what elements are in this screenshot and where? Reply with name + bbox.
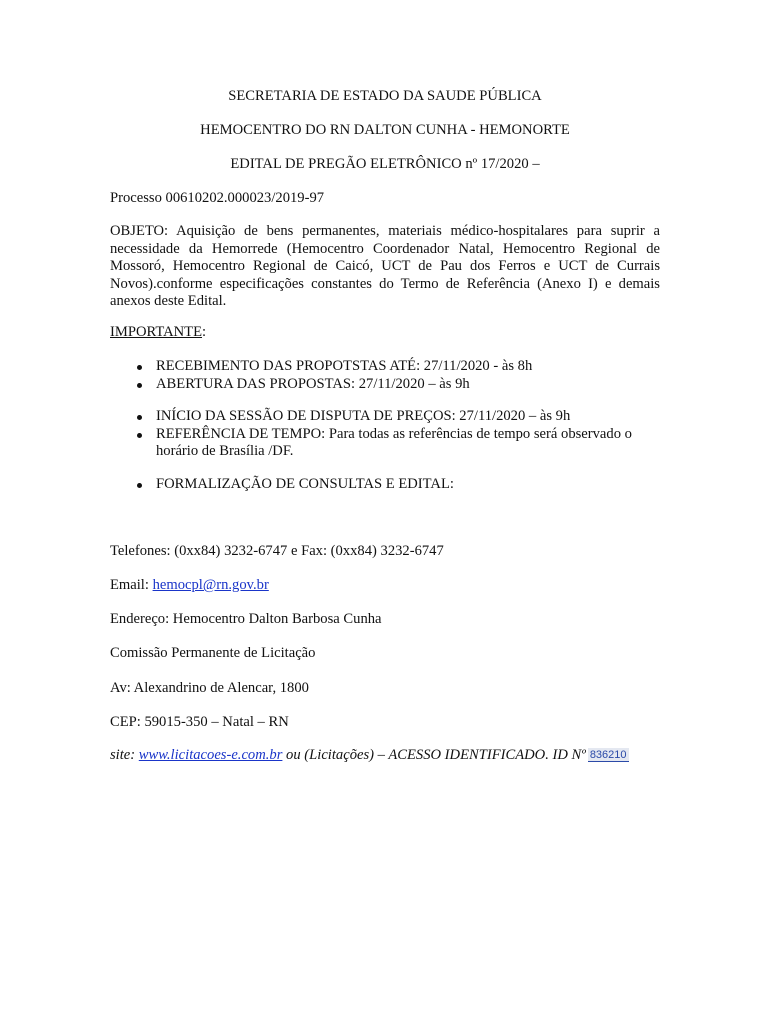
- bullet-list-deadlines: [110, 358, 662, 393]
- cep-line: CEP: 59015-350 – Natal – RN: [110, 714, 289, 730]
- bullet-text: RECEBIMENTO DAS PROPOTSTAS ATÉ: 27/11/2020 - às 8h: [156, 358, 533, 374]
- list-item: [110, 358, 662, 376]
- list-item: [110, 426, 662, 461]
- email-label: Email:: [110, 577, 153, 593]
- bullet-icon: [137, 433, 142, 438]
- list-item: [110, 476, 662, 494]
- site-id-highlight[interactable]: 836210: [589, 749, 627, 761]
- header-secretaria: SECRETARIA DE ESTADO DA SAUDE PÚBLICA: [228, 88, 542, 104]
- objeto-paragraph: OBJETO: Aquisição de bens permanentes, materiais médico-hospitalares para suprir a necessidade da Hemorrede (Hemocentro Coordenador Natal, Hemocentro Regional de Mossoró, Hemocentro Regional de Caicó, UCT de Pau dos Ferros e UCT de Currais Novos).conforme especificações constantes do Termo de Referência (Anexo I) e demais anexos deste Edital.: [110, 223, 660, 309]
- importante-heading: [110, 324, 206, 341]
- bullet-icon: [137, 415, 142, 420]
- site-line: [110, 747, 629, 764]
- endereco-line: Endereço: Hemocentro Dalton Barbosa Cunha: [110, 611, 382, 627]
- bullet-text: ABERTURA DAS PROPOSTAS: 27/11/2020 – às 9h: [156, 375, 470, 392]
- bullet-icon: [137, 483, 142, 488]
- bullet-icon: [137, 383, 142, 388]
- list-item: [110, 376, 662, 394]
- email-line: [110, 577, 269, 594]
- site-label: site:: [110, 747, 139, 763]
- bullet-text: REFERÊNCIA DE TEMPO: Para todas as referências de tempo será observado o horário de Brasília /DF.: [156, 425, 632, 459]
- importante-label: IMPORTANTE: [110, 324, 203, 340]
- bullet-icon: [137, 365, 142, 370]
- comissao-line: Comissão Permanente de Licitação: [110, 645, 316, 661]
- telefones-line: Telefones: (0xx84) 3232-6747 e Fax: (0xx84) 3232-6747: [110, 543, 444, 559]
- bullet-text: FORMALIZAÇÃO DE CONSULTAS E EDITAL:: [156, 476, 454, 492]
- bullet-list-formalizacao: [110, 476, 662, 494]
- email-link[interactable]: hemocpl@rn.gov.br: [152, 577, 269, 593]
- bullet-list-session: [110, 408, 662, 461]
- site-link[interactable]: www.licitacoes-e.com.br: [138, 747, 283, 763]
- avenida-line: Av: Alexandrino de Alencar, 1800: [110, 680, 309, 696]
- importante-colon: :: [202, 324, 207, 340]
- site-suffix: ou (Licitações) – ACESSO IDENTIFICADO. ID Nº: [282, 747, 586, 763]
- header-edital: EDITAL DE PREGÃO ELETRÔNICO nº 17/2020 –: [230, 156, 540, 172]
- processo-number: Processo 00610202.000023/2019-97: [110, 190, 325, 206]
- header-hemocentro: HEMOCENTRO DO RN DALTON CUNHA - HEMONORTE: [200, 122, 570, 138]
- bullet-text: INÍCIO DA SESSÃO DE DISPUTA DE PREÇOS: 27/11/2020 – às 9h: [156, 408, 571, 424]
- list-item: [110, 408, 662, 426]
